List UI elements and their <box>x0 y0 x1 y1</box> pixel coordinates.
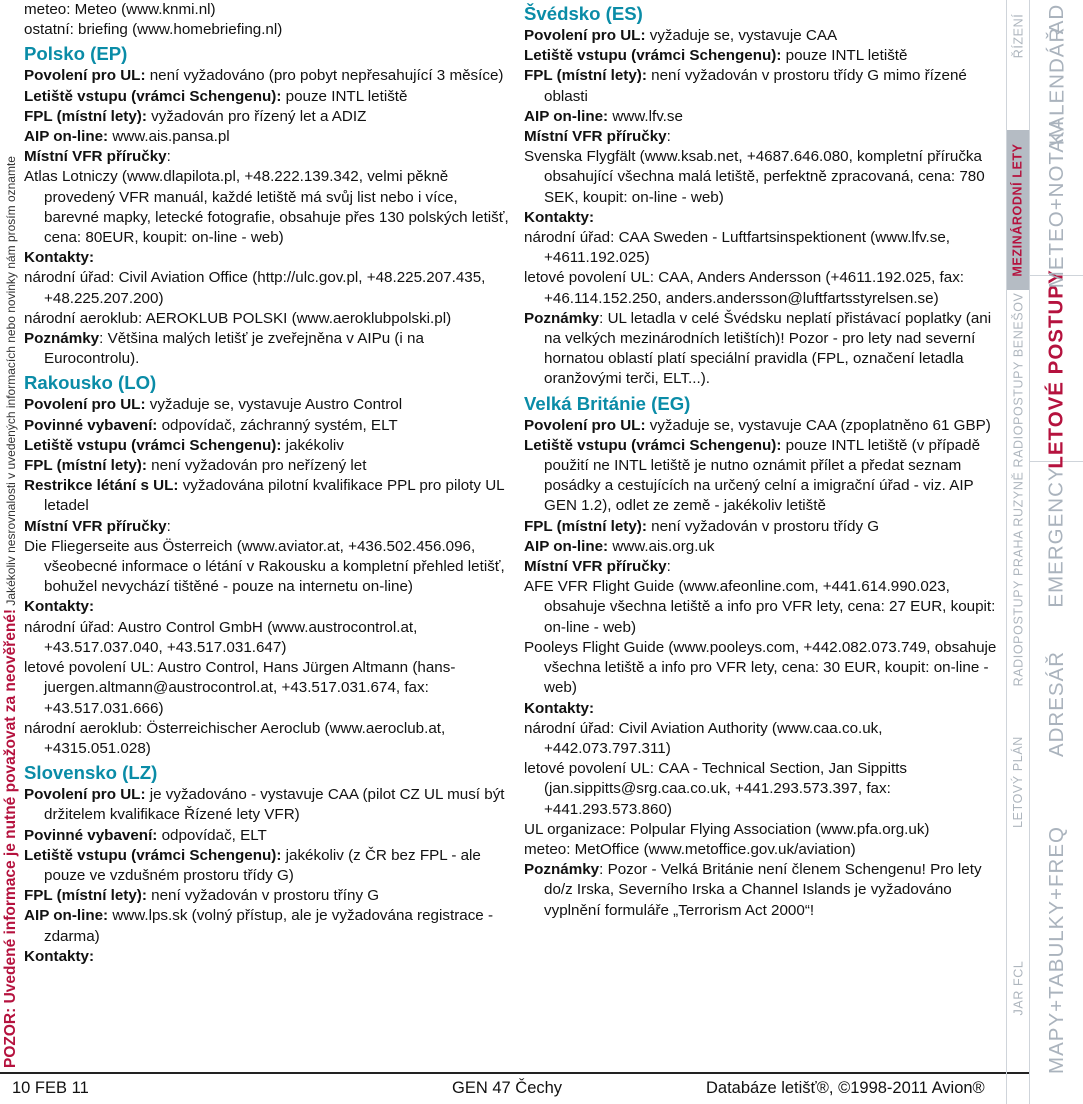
side-tabs-small <box>1006 0 1029 1104</box>
info-text: ostatní: briefing (www.homebriefing.nl) <box>24 21 283 39</box>
subheading <box>524 699 1004 719</box>
subheading <box>24 147 514 167</box>
info-value: není vyžadován v prostoru třídy G mimo řízené oblasti <box>544 67 967 105</box>
subheading <box>524 557 1004 577</box>
info-key: FPL (místní lety): <box>24 107 147 125</box>
info-line <box>24 66 514 86</box>
info-key: AIP on-line: <box>524 107 609 125</box>
info-key: Poznámky <box>24 330 100 348</box>
tab-big-2[interactable] <box>1030 460 1083 613</box>
info-key: Letiště vstupu (vrámci Schengenu): <box>24 436 282 454</box>
info-text: národní úřad: Austro Control GmbH (www.austrocontrol.at, +43.517.037.040, +43.517.031.647) <box>24 618 418 656</box>
info-key: Povinné vybavení: <box>24 416 158 434</box>
info-text: AFE VFR Flight Guide (www.afeonline.com, +441.614.990.023, obsahuje všechna letiště a info pro VFR lety, cena: 27 EUR, koupit: on-line - web) <box>524 578 996 636</box>
info-key: Letiště vstupu (vrámci Schengenu): <box>524 436 782 454</box>
info-line <box>24 395 514 415</box>
info-value: jakékoliv (z ČR bez FPL - ale pouze ve vzdušném prostoru třídy G) <box>44 846 481 884</box>
subheading-label: Kontakty: <box>24 598 95 616</box>
tab-big-5[interactable] <box>1030 26 1083 145</box>
info-key: AIP on-line: <box>24 907 109 925</box>
info-value: vyžadována pilotní kvalifikace PPL pro piloty UL letadel <box>44 477 505 515</box>
right-column <box>524 0 1004 921</box>
info-line <box>24 436 514 456</box>
info-line <box>24 906 514 946</box>
left-column <box>24 0 514 967</box>
info-line <box>24 87 514 107</box>
side-tabs-big <box>1029 0 1083 1104</box>
info-key: AIP on-line: <box>524 537 609 555</box>
info-key: FPL (místní lety): <box>524 67 647 85</box>
info-line <box>24 785 514 825</box>
info-key: Poznámky <box>524 309 600 327</box>
info-line <box>24 886 514 906</box>
info-line <box>524 416 1004 436</box>
info-line <box>24 846 514 886</box>
tab-label: ŘÍZENÍ <box>1011 13 1026 59</box>
info-line <box>24 826 514 846</box>
warning-text <box>0 0 22 1068</box>
info-line <box>524 66 1004 106</box>
info-text: letové povolení UL: Austro Control, Hans Jürgen Altmann (hans-juergen.altmann@austrocontrol.at, +43.517.031.674, fax: +43.517.031.666) <box>24 659 456 717</box>
info-value: : UL letadla v celé Švédsku neplatí přistávací poplatky (ani na velkých mezinárodních letištích)! Pozor - pro lety nad severní hornatou oblastí platí speciální pravidla (FPL, označení letadla oranžovými terči, ELT...). <box>544 309 992 388</box>
info-text: letové povolení UL: CAA, Anders Andersson (+4611.192.025, fax: +46.114.152.250, anders.andersson@luftfartsstyrelsen.se) <box>524 269 965 307</box>
info-key: Restrikce létání s UL: <box>24 477 179 495</box>
tab-big-4[interactable] <box>1030 119 1083 289</box>
info-value: pouze INTL letiště <box>281 87 408 105</box>
info-line <box>24 456 514 476</box>
info-value: vyžaduje se, vystavuje Austro Control <box>145 396 403 414</box>
info-value: www.ais.org.uk <box>608 537 715 555</box>
info-text: národní úřad: Civil Aviation Authority (www.caa.co.uk, +442.073.797.311) <box>524 719 883 757</box>
tab-label: MEZINÁRODNÍ LETY <box>1011 143 1025 277</box>
info-key: Letiště vstupu (vrámci Schengenu): <box>524 47 782 65</box>
info-text: Die Fliegerseite aus Österreich (www.aviator.at, +436.502.456.096, všeobecné informace o létání v Rakousku a kompletní přehled letišť, bohužel nevychází tištěné - pouze na internetu on-line) <box>24 537 505 596</box>
tab-label: JAR FCL <box>1011 960 1025 1015</box>
info-value: není vyžadováno (pro pobyt nepřesahující 3 měsíce) <box>145 67 504 85</box>
tab-label: RADIOPOSTUPY BENEŠOV <box>1011 292 1026 468</box>
subheading-label: Kontakty: <box>24 947 95 965</box>
info-line <box>524 309 1004 390</box>
info-value: odpovídač, záchranný systém, ELT <box>157 416 398 434</box>
info-line <box>24 476 514 516</box>
tab-label: KALENDÁŘ <box>1045 26 1069 145</box>
info-key: AIP on-line: <box>24 128 109 146</box>
info-text: Atlas Lotniczy (www.dlapilota.pl, +48.222.139.342, velmi pěkně provedený VFR manuál, každé letiště má svůj list nebo i více, barevné mapky, letecké fotografie, obsahuje přes 130 polských letišť, cena: 80EUR, koupit: on-line - web) <box>24 168 509 247</box>
info-text: Pooleys Flight Guide (www.pooleys.com, +442.082.073.749, obsahuje všechna letiště a info pro VFR lety, cena: 30 EUR, koupit: on-line - web) <box>524 638 997 697</box>
tab-label: AD <box>1044 3 1068 35</box>
tab-small-5[interactable] <box>1007 0 1029 72</box>
warning-rest: Jakékoliv nesrovnalosti v uvedených informacích nebo novinky nám prosím oznamte <box>4 156 18 609</box>
info-key: Letiště vstupu (vrámci Schengenu): <box>24 87 282 105</box>
info-line <box>24 127 514 147</box>
side-tabs <box>1006 0 1083 1104</box>
info-line <box>524 537 1004 557</box>
info-line <box>524 46 1004 66</box>
subheading <box>524 208 1004 228</box>
tab-label: MAPY+TABULKY+FREQ <box>1045 825 1069 1074</box>
info-text: národní aeroklub: AEROKLUB POLSKI (www.aeroklubpolski.pl) <box>24 309 452 327</box>
info-key: Povolení pro UL: <box>524 27 646 44</box>
info-text: národní úřad: CAA Sweden - Luftfartsinspektionent (www.lfv.se, +4611.192.025) <box>524 229 951 267</box>
info-key: Letiště vstupu (vrámci Schengenu): <box>24 846 282 864</box>
warning-strip <box>0 0 22 1072</box>
subheading <box>24 517 514 537</box>
subheading <box>524 127 1004 147</box>
info-text: meteo: MetOffice (www.metoffice.gov.uk/aviation) <box>524 840 856 858</box>
footer-date: 10 FEB 11 <box>12 1079 89 1097</box>
subheading-label: Kontakty: <box>524 208 595 226</box>
info-text: Svenska Flygfält (www.ksab.net, +4687.646.080, kompletní příručka obsahující všechna malá letiště, perfektně zpracovaná, cena: 780 SEK, koupit: on-line - web) <box>524 148 985 206</box>
tab-small-4[interactable] <box>1007 130 1029 290</box>
info-value: pouze INTL letiště (v případě použití ne INTL letiště je nutno oznámit přílet a předat seznam posádky a cestujících na určený celní a imigrační úřad - viz. AIP GEN 1.2), odlet ze země - jakékoliv letiště <box>544 436 981 515</box>
info-value: jakékoliv <box>281 436 344 454</box>
footer-divider <box>0 1072 1030 1074</box>
info-value: vyžaduje se, vystavuje CAA (zpoplatněno 61 GBP) <box>645 416 991 434</box>
info-key: Poznámky <box>524 861 600 879</box>
info-value: není vyžadován pro neřízený let <box>146 457 367 475</box>
subheading-label: Místní VFR příručky <box>24 517 167 535</box>
info-key: FPL (místní lety): <box>524 517 647 535</box>
info-line <box>524 107 1004 127</box>
info-text: letové povolení UL: CAA - Technical Section, Jan Sippitts (jan.sippitts@srg.caa.co.uk, +441.293.573.397, fax: +441.293.573.860) <box>524 760 907 818</box>
subheading-suffix: : <box>666 558 671 576</box>
info-text: meteo: Meteo (www.knmi.nl) <box>24 1 216 18</box>
tab-small-2[interactable] <box>1007 470 1029 688</box>
subheading-suffix: : <box>166 517 171 535</box>
info-value: vyžadován pro řízený let a ADIZ <box>146 107 367 125</box>
tab-big-6[interactable] <box>1030 0 1083 38</box>
info-key: Povolení pro UL: <box>524 416 646 434</box>
info-key: FPL (místní lety): <box>24 887 147 905</box>
tab-label: LETOVÝ PLÁN <box>1011 735 1026 828</box>
info-value: www.lps.sk (volný přístup, ale je vyžadována registrace - zdarma) <box>44 907 494 945</box>
info-line <box>24 107 514 127</box>
tab-label: METEO+NOTAM <box>1045 119 1068 289</box>
info-value: není vyžadován v prostoru třídy G <box>646 517 880 535</box>
tab-label: ADRESÁŘ <box>1045 650 1069 758</box>
info-line <box>524 436 1004 517</box>
subheading <box>24 947 514 967</box>
section-title: Švédsko (ES) <box>524 3 643 24</box>
warning-bold: POZOR: Uvedené informace je nutné považovat za neověřené! <box>2 608 19 1068</box>
info-value: je vyžadováno - vystavuje CAA (pilot CZ UL musí být držitelem kvalifikace Řízené lety VFR) <box>44 786 505 824</box>
tab-big-3[interactable] <box>1030 268 1083 469</box>
subheading-label: Kontakty: <box>24 249 95 267</box>
info-text: národní aeroklub: Österreichischer Aeroclub (www.aeroclub.at, +4315.051.028) <box>24 719 446 757</box>
tab-label: EMERGENCY <box>1045 465 1069 608</box>
info-text: UL organizace: Polpular Flying Association (www.pfa.org.uk) <box>524 820 930 838</box>
info-value: www.ais.pansa.pl <box>108 128 230 146</box>
tab-label: RADIOPOSTUPY PRAHA RUZYNĚ <box>1011 471 1025 687</box>
info-line <box>24 416 514 436</box>
info-line <box>524 517 1004 537</box>
subheading <box>24 248 514 268</box>
subheading-label: Místní VFR příručky <box>24 148 167 166</box>
tab-label: LETOVÉ POSTUPY <box>1045 268 1068 469</box>
subheading-label: Kontakty: <box>524 699 595 717</box>
info-value: vyžaduje se, vystavuje CAA <box>645 27 838 44</box>
subheading-label: Místní VFR příručky <box>524 558 667 576</box>
tab-small-0[interactable] <box>1007 875 1029 1100</box>
section-title: Velká Británie (EG) <box>524 392 691 414</box>
footer-copyright: Databáze letišť®, ©1998-2011 Avion® <box>706 1079 985 1097</box>
info-line <box>524 26 1004 46</box>
info-line <box>24 329 514 369</box>
info-key: Povolení pro UL: <box>24 67 146 85</box>
info-value: : Pozor - Velká Británie není členem Schengenu! Pro lety do/z Irska, Severního Irska a Channel Islands je vyžadováno vyplnění formuláře „Terrorism Act 2000“! <box>544 861 982 919</box>
subheading-suffix: : <box>666 128 671 146</box>
info-key: FPL (místní lety): <box>24 457 147 475</box>
tab-small-1[interactable] <box>1007 688 1029 875</box>
info-key: Povolení pro UL: <box>24 786 146 804</box>
info-key: Povolení pro UL: <box>24 396 146 414</box>
section-title: Slovensko (LZ) <box>24 762 158 784</box>
info-text: národní úřad: Civil Aviation Office (http://ulc.gov.pl, +48.225.207.435, +48.225.207.200) <box>24 269 486 307</box>
tab-big-0[interactable] <box>1030 795 1083 1104</box>
info-value: není vyžadován v prostoru tříny G <box>146 887 380 905</box>
footer-page: GEN 47 Čechy <box>452 1079 563 1097</box>
info-value: : Většina malých letišť je zveřejněna v AIPu (i na Eurocontrolu). <box>44 330 424 368</box>
info-line <box>524 860 1004 921</box>
tab-small-3[interactable] <box>1007 290 1029 470</box>
tab-big-1[interactable] <box>1030 613 1083 795</box>
info-key: Povinné vybavení: <box>24 826 158 844</box>
subheading <box>24 597 514 617</box>
subheading-suffix: : <box>166 148 171 166</box>
section-title: Rakousko (LO) <box>24 372 157 394</box>
subheading-label: Místní VFR příručky <box>524 128 667 146</box>
info-value: www.lfv.se <box>608 107 683 125</box>
info-value: odpovídač, ELT <box>157 826 267 844</box>
info-value: pouze INTL letiště <box>781 47 908 65</box>
section-title: Polsko (EP) <box>24 43 128 65</box>
